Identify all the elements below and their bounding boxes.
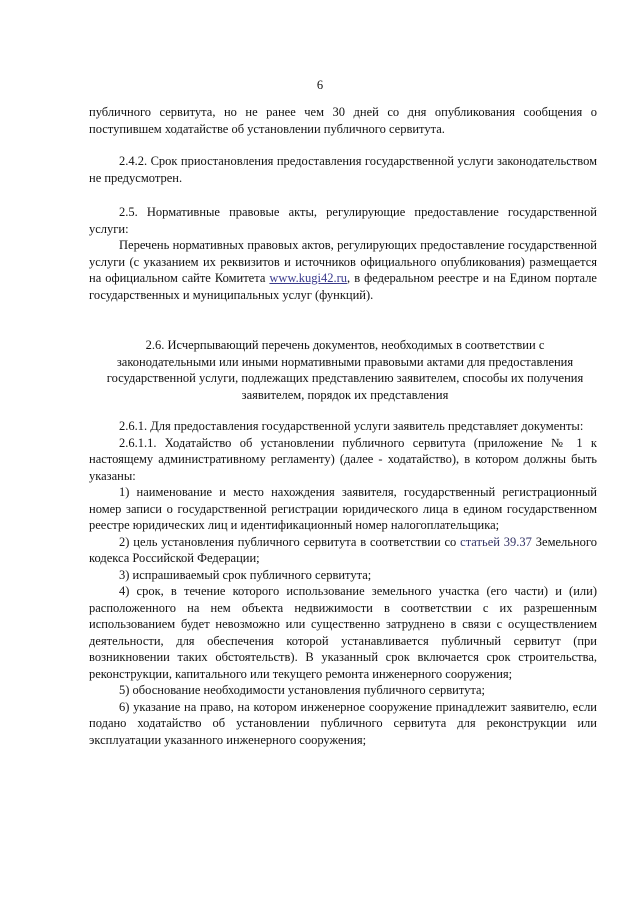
list-item-1: 1) наименование и место нахождения заявителя, государственный регистрационный номер записи о государственной регистрации юридического лица в едином государственном реестре юридических лиц и идентификационный номер налогоплательщика; <box>89 485 597 532</box>
paragraphs-2-6-1 <box>89 418 597 748</box>
land-code-article-link[interactable]: статьей 39.37 <box>460 534 532 549</box>
paragraph-2-6-1-1: 2.6.1.1. Ходатайство об установлении публичного сервитута (приложение № 1 к настоящему административному регламенту) (далее - ходатайство), в котором должны быть указаны: <box>89 435 597 483</box>
paragraph-text: Перечень нормативных правовых актов, регулирующих предоставление государственной услуги (с указанием их реквизитов и источников официального опубликования) размещается на официальном сайте Комитета <box>89 238 597 285</box>
list-item-4: 4) срок, в течение которого использование земельного участка (его части) и (или) расположенного на нем объекта недвижимости в соответствии с их разрешенным использованием будет невозможно или существенно затруднено в связи с осуществлением деятельности, для обеспечения которой устанавливается публичный сервитут (при возникновении таких обстоятельств). В указанный срок включается срок строительства, реконструкции, капитального или текущего ремонта инженерного сооружения; <box>89 584 597 681</box>
section-heading-2-6 <box>106 337 584 403</box>
paragraph-text: , в федеральном реестре и на Едином портале государственных и муниципальных услуг (функций). <box>89 271 597 302</box>
committee-website-link[interactable]: www.kugi42.ru <box>269 271 348 285</box>
section-heading-text: 2.6. Исчерпывающий перечень документов, необходимых в соответствии с законодательными или иными нормативными правовыми актами для предоставления государственной услуги, подлежащих представлению заявителем, способы их получения заявителем, порядок их представления <box>106 338 584 402</box>
paragraph-2-6-1: 2.6.1. Для предоставления государственной услуги заявитель представляет документы: <box>119 419 584 433</box>
list-item-5: 5) обоснование необходимости установления публичного сервитута; <box>119 683 486 697</box>
paragraph-continuation <box>89 104 597 137</box>
list-item-2 <box>89 534 597 567</box>
paragraph-legal-acts-list <box>89 237 597 303</box>
paragraph-text: 2.5. Нормативные правовые акты, регулирующие предоставление государственной услуги: <box>89 205 597 236</box>
page-number: 6 <box>316 78 324 92</box>
paragraph-2-5 <box>89 204 597 303</box>
paragraph-text: 2.4.2. Срок приостановления предоставления государственной услуги законодательством не предусмотрен. <box>89 154 597 185</box>
list-item-6: 6) указание на право, на котором инженерное сооружение принадлежит заявителю, если подано ходатайство об установлении публичного сервитута для реконструкции или эксплуатации указанного инженерного сооружения; <box>89 699 597 747</box>
paragraph-2-4-2 <box>89 153 597 186</box>
paragraph-text: Земельного кодекса Российской Федерации; <box>89 534 597 565</box>
paragraph-text: 2) цель установления публичного сервитута в соответствии со <box>119 534 461 549</box>
paragraph-text: публичного сервитута, но не ранее чем 30 дней со дня опубликования сообщения о поступившем ходатайстве об установлении публичного сервитута. <box>89 105 597 136</box>
list-item-3: 3) испрашиваемый срок публичного сервитута; <box>119 567 372 582</box>
